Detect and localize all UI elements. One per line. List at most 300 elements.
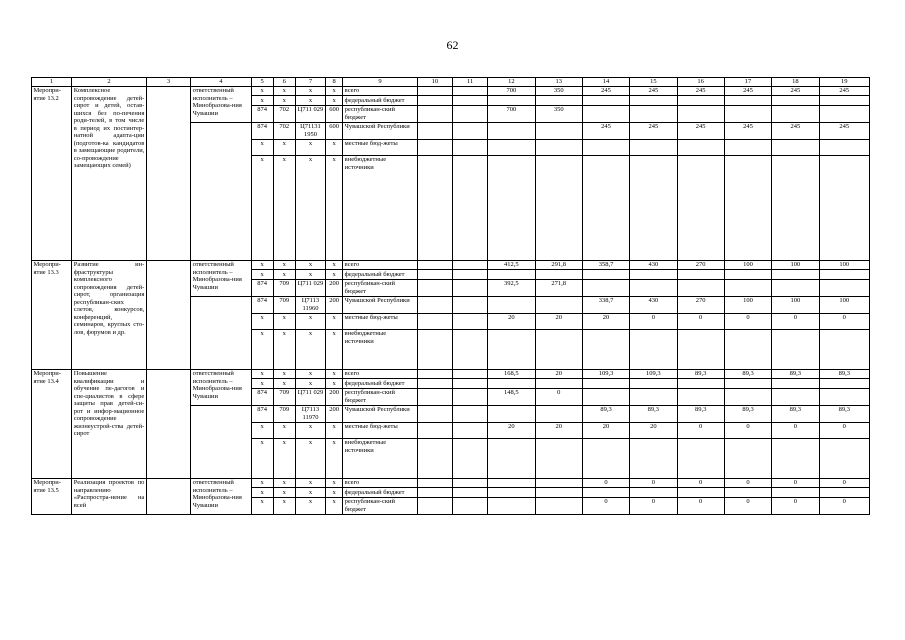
amount-cell: 20 [582,422,629,438]
amount-cell: 0 [772,497,819,514]
funding-source: всего [343,478,418,488]
amount-cell: 89,3 [582,405,629,422]
code-gr: x [251,313,273,329]
amount-cell: 109,3 [582,369,629,379]
amount-cell: 0 [724,478,771,488]
empty-cell [146,478,190,514]
funding-source: федеральный бюджет [343,96,418,106]
code-csr: Ц7113 11960 [295,296,325,313]
amount-cell [488,329,535,369]
amount-cell [819,105,870,122]
amount-cell [452,313,487,329]
amount-cell [417,86,452,96]
column-number: 12 [488,78,535,87]
code-gr: x [251,96,273,106]
code-gr: x [251,139,273,155]
code-rz: x [273,86,295,96]
header-row [32,78,870,87]
amount-cell [535,438,582,478]
amount-cell: 0 [772,422,819,438]
amount-cell [452,379,487,389]
amount-cell [582,329,629,369]
amount-cell [452,86,487,96]
code-vr: x [326,96,343,106]
event-id: Меропри- ятие 13.5 [32,478,72,514]
amount-cell [819,96,870,106]
code-csr: x [295,488,325,498]
amount-cell [582,96,629,106]
amount-cell: 89,3 [724,405,771,422]
column-number: 9 [343,78,418,87]
amount-cell [417,388,452,405]
column-number: 3 [146,78,190,87]
amount-cell [452,369,487,379]
code-vr: 200 [326,405,343,422]
amount-cell [452,488,487,498]
funding-source: всего [343,86,418,96]
amount-cell [819,438,870,478]
table-row [32,478,870,488]
amount-cell: 245 [819,122,870,139]
amount-cell [724,96,771,106]
empty-cell [146,369,190,478]
amount-cell [452,329,487,369]
amount-cell [417,96,452,106]
amount-cell [819,329,870,369]
amount-cell [677,279,724,296]
code-vr: x [326,488,343,498]
amount-cell: 20 [535,369,582,379]
amount-cell [772,139,819,155]
amount-cell: 245 [819,86,870,96]
code-rz: x [273,329,295,369]
amount-cell [417,369,452,379]
code-vr: x [326,86,343,96]
amount-cell: 245 [677,122,724,139]
code-csr: x [295,478,325,488]
amount-cell: 100 [772,296,819,313]
amount-cell: 0 [772,313,819,329]
amount-cell [582,139,629,155]
amount-cell [535,405,582,422]
amount-cell [535,478,582,488]
amount-cell: 350 [535,105,582,122]
amount-cell [452,422,487,438]
amount-cell [772,438,819,478]
funding-source: внебюджетные источники [343,438,418,478]
amount-cell: 0 [677,497,724,514]
amount-cell [535,270,582,280]
amount-cell: 0 [819,313,870,329]
code-gr: x [251,478,273,488]
amount-cell [772,155,819,260]
amount-cell [630,155,677,260]
amount-cell: 100 [819,260,870,270]
code-csr: x [295,155,325,260]
code-gr: 874 [251,122,273,139]
funding-source: всего [343,260,418,270]
executor: ответственный исполнитель – Минобразова-ния Чувашии [191,260,251,296]
code-vr: x [326,379,343,389]
amount-cell [724,388,771,405]
code-csr: x [295,329,325,369]
amount-cell [772,329,819,369]
amount-cell: 89,3 [819,369,870,379]
code-vr: x [326,497,343,514]
amount-cell [417,260,452,270]
code-rz: x [273,260,295,270]
code-vr: x [326,329,343,369]
code-rz: 709 [273,296,295,313]
executor: ответственный исполнитель – Минобразова-ния Чувашии [191,369,251,405]
amount-cell [417,139,452,155]
amount-cell [488,139,535,155]
column-number: 13 [535,78,582,87]
amount-cell: 0 [819,497,870,514]
amount-cell: 0 [772,478,819,488]
amount-cell [724,438,771,478]
table-row [32,86,870,96]
amount-cell [452,497,487,514]
amount-cell [417,270,452,280]
amount-cell [417,296,452,313]
amount-cell: 0 [819,422,870,438]
amount-cell: 0 [535,388,582,405]
code-rz: 702 [273,122,295,139]
amount-cell: 148,5 [488,388,535,405]
amount-cell [677,139,724,155]
event-id: Меропри- ятие 13.4 [32,369,72,478]
amount-cell [452,388,487,405]
code-csr: x [295,313,325,329]
code-rz: x [273,478,295,488]
code-gr: 874 [251,105,273,122]
amount-cell [488,405,535,422]
amount-cell: 350 [535,86,582,96]
amount-cell: 100 [819,296,870,313]
code-csr: x [295,379,325,389]
column-number: 16 [677,78,724,87]
amount-cell [677,388,724,405]
column-number: 11 [452,78,487,87]
amount-cell: 0 [724,497,771,514]
amount-cell [417,329,452,369]
event-name: Реализация проектов по направлению «Распростра-нение на всей [72,478,147,514]
amount-cell [488,155,535,260]
amount-cell [488,270,535,280]
amount-cell [417,105,452,122]
code-gr: x [251,260,273,270]
funding-source: всего [343,369,418,379]
column-number: 17 [724,78,771,87]
funding-source: республикан-ский бюджет [343,105,418,122]
amount-cell [582,155,629,260]
amount-cell: 271,8 [535,279,582,296]
amount-cell: 168,5 [488,369,535,379]
amount-cell [535,96,582,106]
column-number: 18 [772,78,819,87]
amount-cell: 100 [772,260,819,270]
amount-cell: 245 [772,86,819,96]
code-vr: 600 [326,105,343,122]
amount-cell [630,379,677,389]
amount-cell [772,96,819,106]
event-name: Повышение квалификации и обучение пе-дагогов и спе-циалистов в сфере защиты прав детей-си-рот и инфор-мационное сопровождение жизнеустрой-ства детей-сирот [72,369,147,478]
code-vr: x [326,438,343,478]
code-gr: 874 [251,279,273,296]
amount-cell [582,379,629,389]
code-rz: x [273,497,295,514]
amount-cell [630,96,677,106]
amount-cell [772,105,819,122]
amount-cell [535,379,582,389]
amount-cell [724,139,771,155]
amount-cell [488,379,535,389]
code-rz: x [273,313,295,329]
amount-cell [582,279,629,296]
code-gr: 874 [251,296,273,313]
code-gr: x [251,329,273,369]
code-rz: x [273,379,295,389]
amount-cell [452,270,487,280]
amount-cell [724,329,771,369]
funding-source: местные бюд-жеты [343,313,418,329]
amount-cell: 20 [488,313,535,329]
funding-source: внебюджетные источники [343,329,418,369]
amount-cell [582,105,629,122]
empty-cell [191,122,251,260]
amount-cell: 20 [535,313,582,329]
code-csr: x [295,260,325,270]
amount-cell [488,478,535,488]
amount-cell: 0 [582,497,629,514]
column-number: 2 [72,78,147,87]
code-csr: Ц71131 1950 [295,122,325,139]
code-csr: Ц7113 11970 [295,405,325,422]
amount-cell [417,438,452,478]
amount-cell [630,388,677,405]
column-number: 19 [819,78,870,87]
amount-cell: 0 [630,313,677,329]
code-gr: x [251,369,273,379]
code-rz: x [273,488,295,498]
amount-cell: 291,8 [535,260,582,270]
code-gr: 874 [251,405,273,422]
event-id: Меропри- ятие 13.3 [32,260,72,369]
code-vr: x [326,260,343,270]
funding-source: Чувашской Республики [343,405,418,422]
amount-cell: 270 [677,260,724,270]
column-number: 15 [630,78,677,87]
amount-cell [630,270,677,280]
amount-cell [677,329,724,369]
code-csr: x [295,96,325,106]
funding-source: Чувашской Республики [343,296,418,313]
amount-cell [677,270,724,280]
code-gr: x [251,155,273,260]
amount-cell [630,329,677,369]
funding-source: республикан-ский бюджет [343,279,418,296]
amount-cell [535,329,582,369]
amount-cell: 89,3 [724,369,771,379]
amount-cell: 0 [582,478,629,488]
code-csr: x [295,270,325,280]
amount-cell [417,488,452,498]
code-csr: x [295,497,325,514]
amount-cell [417,379,452,389]
code-vr: x [326,139,343,155]
amount-cell [452,105,487,122]
amount-cell: 20 [535,422,582,438]
code-rz: x [273,270,295,280]
amount-cell [535,155,582,260]
page-number: 62 [446,38,459,52]
amount-cell: 358,7 [582,260,629,270]
amount-cell [417,422,452,438]
amount-cell: 245 [630,122,677,139]
code-csr: x [295,86,325,96]
funding-source: республикан-ский бюджет [343,497,418,514]
code-csr: x [295,422,325,438]
column-number: 14 [582,78,629,87]
amount-cell [582,388,629,405]
amount-cell: 0 [677,422,724,438]
amount-cell [772,388,819,405]
amount-cell [452,478,487,488]
code-rz: x [273,422,295,438]
code-rz: x [273,438,295,478]
amount-cell [452,405,487,422]
amount-cell [535,139,582,155]
code-rz: x [273,96,295,106]
code-csr: x [295,369,325,379]
event-id: Меропри- ятие 13.2 [32,86,72,260]
funding-source: федеральный бюджет [343,270,418,280]
amount-cell [724,279,771,296]
amount-cell: 0 [630,478,677,488]
code-vr: 200 [326,388,343,405]
column-number: 4 [191,78,251,87]
code-gr: x [251,488,273,498]
amount-cell: 100 [724,296,771,313]
column-number: 7 [295,78,325,87]
code-gr: x [251,497,273,514]
amount-cell: 412,5 [488,260,535,270]
code-gr: x [251,379,273,389]
amount-cell [677,96,724,106]
amount-cell [819,488,870,498]
amount-cell: 245 [630,86,677,96]
empty-cell [146,86,190,260]
code-csr: Ц711 029 [295,105,325,122]
amount-cell [417,478,452,488]
code-gr: x [251,422,273,438]
amount-cell [535,296,582,313]
empty-cell [191,405,251,478]
code-vr: x [326,313,343,329]
amount-cell [724,379,771,389]
funding-source: внебюджетные источники [343,155,418,260]
executor: ответственный исполнитель – Минобразова-ния Чувашии [191,478,251,514]
code-rz: x [273,369,295,379]
funding-source: местные бюд-жеты [343,139,418,155]
code-vr: 200 [326,296,343,313]
code-csr: Ц711 029 [295,279,325,296]
amount-cell [417,313,452,329]
amount-cell [630,139,677,155]
column-number: 5 [251,78,273,87]
column-number: 8 [326,78,343,87]
amount-cell: 245 [724,122,771,139]
amount-cell: 245 [724,86,771,96]
column-number: 10 [417,78,452,87]
amount-cell: 430 [630,296,677,313]
amount-cell [452,139,487,155]
amount-cell: 109,3 [630,369,677,379]
budget-table [31,77,870,515]
code-rz: x [273,139,295,155]
amount-cell [724,155,771,260]
amount-cell: 20 [582,313,629,329]
amount-cell [724,270,771,280]
code-vr: x [326,155,343,260]
code-vr: x [326,369,343,379]
amount-cell [535,497,582,514]
amount-cell: 89,3 [677,405,724,422]
code-gr: x [251,438,273,478]
amount-cell [452,260,487,270]
amount-cell: 0 [724,422,771,438]
code-gr: x [251,86,273,96]
amount-cell [819,270,870,280]
amount-cell [452,96,487,106]
amount-cell: 0 [677,313,724,329]
amount-cell [488,488,535,498]
event-name: Комплексное сопровождение детей-сирот и детей, остав-шихся без по-печения роди-телей, в том числе в период их постинтер-натной адапта-ции (подготов-ка кандидатов в замещающие родители, со-провождение замещающих семей) [72,86,147,260]
amount-cell [417,155,452,260]
amount-cell: 0 [677,478,724,488]
funding-source: федеральный бюджет [343,379,418,389]
code-rz: x [273,155,295,260]
code-csr: x [295,139,325,155]
amount-cell [417,122,452,139]
amount-cell: 700 [488,86,535,96]
amount-cell [819,279,870,296]
table-row [32,260,870,270]
table-row [32,369,870,379]
amount-cell: 338,7 [582,296,629,313]
column-number: 6 [273,78,295,87]
amount-cell: 245 [677,86,724,96]
amount-cell [452,122,487,139]
amount-cell: 392,5 [488,279,535,296]
code-gr: 874 [251,388,273,405]
column-number: 1 [32,78,72,87]
amount-cell [535,122,582,139]
amount-cell [582,270,629,280]
code-vr: 600 [326,122,343,139]
amount-cell [819,139,870,155]
amount-cell: 89,3 [819,405,870,422]
amount-cell [488,497,535,514]
amount-cell [630,105,677,122]
event-name: Развитие ин-фраструктуры комплексного сопровождения детей-сирот, организация республикан-ских слетов, конкурсов, конференций, семинаров, круглых сто-лов, форумов и др. [72,260,147,369]
amount-cell: 245 [772,122,819,139]
amount-cell: 0 [819,478,870,488]
amount-cell [582,438,629,478]
amount-cell: 20 [488,422,535,438]
amount-cell: 700 [488,105,535,122]
